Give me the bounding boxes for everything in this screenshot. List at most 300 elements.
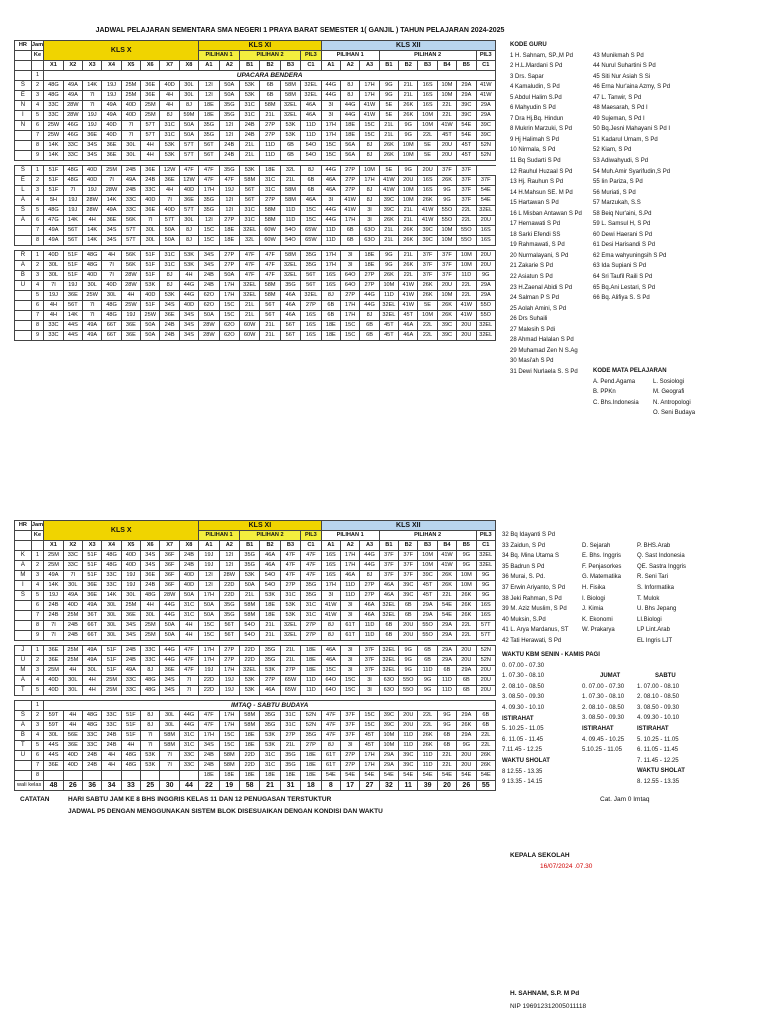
guru-item: 48 Maesarah, S Pd I xyxy=(593,105,648,112)
wali-cell: 30 xyxy=(160,781,179,791)
schedule-cell: 30L xyxy=(141,611,160,621)
schedule-cell: 58M xyxy=(260,281,280,291)
blank-cell xyxy=(15,531,32,541)
schedule-cell: 17H xyxy=(321,581,340,591)
waktu-item: ISTIRAHAT xyxy=(502,715,534,722)
table-row xyxy=(15,321,496,331)
col-header: X4 xyxy=(102,61,121,71)
schedule-cell: 36E xyxy=(121,331,140,341)
schedule-cell: 32EL xyxy=(280,631,300,641)
schedule-cell: 20U xyxy=(437,151,456,161)
schedule-cell: 18E xyxy=(239,741,259,751)
schedule-cell: 41W xyxy=(437,551,456,561)
schedule-cell: 8J xyxy=(321,741,340,751)
schedule-cell: 57T xyxy=(179,206,198,216)
schedule-cell: 24B xyxy=(179,561,198,571)
day-letter xyxy=(15,701,32,711)
schedule-cell: 40D xyxy=(102,131,121,141)
table-row xyxy=(15,196,496,206)
schedule-cell: 31C xyxy=(179,741,198,751)
schedule-cell: 52N xyxy=(301,711,321,721)
schedule-cell: 21L xyxy=(260,621,280,631)
guru-item: 36 Murai, S. Pd. xyxy=(502,574,546,581)
schedule-cell: 27P xyxy=(360,581,379,591)
schedule-cell: 18E xyxy=(340,131,359,141)
schedule-cell: 34S xyxy=(83,151,102,161)
schedule-cell: 44G xyxy=(160,656,179,666)
schedule-cell: 15C xyxy=(301,206,321,216)
schedule-cell: 35G xyxy=(199,206,219,216)
schedule-cell: 19J xyxy=(44,591,63,601)
waktu-item: ISTIRAHAT xyxy=(637,725,669,732)
schedule-cell: 27P xyxy=(219,646,239,656)
schedule-cell: 31C xyxy=(260,761,280,771)
schedule-cell: 44S xyxy=(44,751,63,761)
schedule-cell: 18E xyxy=(219,226,239,236)
note-line-2: JADWAL P5 DENGAN MENGGUNAKAN SISTEM BLOK DISESUAIKAN DENGAN KONDISI DAN WAKTU xyxy=(68,808,383,815)
schedule-cell: 25W xyxy=(83,291,102,301)
schedule-cell: 49A xyxy=(63,591,82,601)
schedule-cell: 34S xyxy=(141,551,160,561)
day-letter xyxy=(15,236,32,246)
col-header: X6 xyxy=(141,61,160,71)
waktu-item: 0. 07.00 - 07.30 xyxy=(582,683,625,690)
schedule-cell: 26K xyxy=(418,731,437,741)
schedule-cell: 63O xyxy=(379,676,398,686)
schedule-cell: 16S xyxy=(301,331,321,341)
schedule-cell: 47F xyxy=(321,721,340,731)
schedule-cell: 22L xyxy=(437,751,456,761)
schedule-cell: 64O xyxy=(321,686,340,696)
schedule-cell: 55O xyxy=(418,621,437,631)
schedule-cell: 17H xyxy=(360,176,379,186)
schedule-cell: 15C xyxy=(340,321,359,331)
schedule-cell: 7I xyxy=(83,311,102,321)
schedule-cell: 47F xyxy=(179,646,198,656)
schedule-cell: 37F xyxy=(457,166,476,176)
jam-cell: 1 xyxy=(31,251,44,261)
day-letter: A xyxy=(15,261,32,271)
schedule-cell xyxy=(44,771,63,781)
schedule-cell: 40D xyxy=(121,561,140,571)
col-header: X5 xyxy=(121,61,140,71)
schedule-cell: 8J xyxy=(321,291,340,301)
col-header: A1 xyxy=(199,61,219,71)
schedule-cell: 7I xyxy=(102,176,121,186)
schedule-cell: 30L xyxy=(83,281,102,291)
schedule-cell: 34S xyxy=(179,321,198,331)
schedule-cell: 50A xyxy=(141,321,160,331)
schedule-cell: 19J xyxy=(121,571,140,581)
schedule-cell: 52N xyxy=(476,646,496,656)
schedule-cell: 24B xyxy=(179,551,198,561)
schedule-cell: 8J xyxy=(160,271,179,281)
schedule-cell: 33C xyxy=(121,676,140,686)
guru-item: 23 H.Zaenal Abidi S Pd xyxy=(510,284,573,291)
col-header: C1 xyxy=(476,61,496,71)
schedule-cell: 19J xyxy=(83,186,102,196)
schedule-cell: 49A xyxy=(44,236,63,246)
schedule-cell: 18E xyxy=(301,771,321,781)
schedule-cell: 41W xyxy=(379,186,398,196)
jam-cell: 3 xyxy=(31,721,44,731)
schedule-cell: 57T xyxy=(476,621,496,631)
day-letter: T xyxy=(15,686,32,696)
schedule-cell: 26K xyxy=(457,601,476,611)
mapel-item: S. Informatika xyxy=(637,584,675,591)
schedule-cell: 10M xyxy=(399,141,418,151)
schedule-cell: 55O xyxy=(437,216,456,226)
kepala-nama: H. SAHNAM, S.P. M Pd xyxy=(510,990,580,997)
schedule-cell: 25M xyxy=(102,686,121,696)
schedule-cell: 7I xyxy=(102,271,121,281)
schedule-cell: 63O xyxy=(360,236,379,246)
jam-cell: 9 xyxy=(31,151,44,161)
col-header: A3 xyxy=(360,541,379,551)
day-letter xyxy=(15,141,32,151)
mapel-item: T. Mulok xyxy=(637,595,660,602)
schedule-cell: 33C xyxy=(83,741,102,751)
schedule-cell: 10M xyxy=(379,731,398,741)
pilihan2-xi: PILIHAN 2 xyxy=(239,531,300,541)
schedule-cell: 17H xyxy=(199,186,219,196)
schedule-cell: 51F xyxy=(121,721,140,731)
schedule-cell: 27P xyxy=(340,166,359,176)
schedule-cell: 9G xyxy=(476,271,496,281)
kode-mapel-heading: KODE MATA PELAJARAN xyxy=(593,368,667,374)
schedule-cell: 35G xyxy=(301,731,321,741)
schedule-cell: 15C xyxy=(199,236,219,246)
schedule-cell: 11D xyxy=(301,131,321,141)
schedule-cell: 65W xyxy=(280,686,300,696)
schedule-cell: 47F xyxy=(260,251,280,261)
day-letter xyxy=(15,761,32,771)
col-header: C1 xyxy=(476,541,496,551)
schedule-cell: 49A xyxy=(63,81,82,91)
schedule-cell: 12I xyxy=(199,216,219,226)
schedule-cell: 5E xyxy=(418,301,437,311)
schedule-cell: 37F xyxy=(437,261,456,271)
schedule-cell: 8J xyxy=(360,141,379,151)
day-letter: E xyxy=(15,91,32,101)
schedule-cell: 22L xyxy=(418,131,437,141)
col-header: X1 xyxy=(44,61,63,71)
schedule-cell: 7I xyxy=(121,131,140,141)
schedule-cell: 25M xyxy=(44,666,63,676)
schedule-cell: 8J xyxy=(160,111,179,121)
guru-item: 50 Bq.Jesni Mahayani S Pd I xyxy=(593,126,671,133)
schedule-cell: 4H xyxy=(179,631,198,641)
schedule-cell: 58M xyxy=(239,711,259,721)
schedule-cell: 35G xyxy=(219,611,239,621)
schedule-cell: 10M xyxy=(457,571,476,581)
schedule-cell: 48G xyxy=(102,551,121,561)
schedule-cell: 50A xyxy=(160,236,179,246)
schedule-cell: 6B xyxy=(476,721,496,731)
schedule-cell: 54O xyxy=(260,571,280,581)
schedule-cell: 62O xyxy=(219,331,239,341)
table-row xyxy=(15,646,496,656)
schedule-cell: 54O xyxy=(301,151,321,161)
jumat-title: JUMAT xyxy=(600,673,621,679)
schedule-cell: 6B xyxy=(301,176,321,186)
schedule-cell: 58M xyxy=(280,91,300,101)
schedule-cell: 48G xyxy=(121,761,140,771)
schedule-cell: 12I xyxy=(199,571,219,581)
schedule-cell: 46A xyxy=(280,301,300,311)
schedule-cell: 31C xyxy=(179,601,198,611)
schedule-cell: 33C xyxy=(44,101,63,111)
schedule-cell: 39C xyxy=(437,321,456,331)
jam-header: Jam xyxy=(31,41,44,51)
schedule-cell: 45T xyxy=(437,131,456,141)
schedule-cell: 16S xyxy=(418,81,437,91)
schedule-cell: 49A xyxy=(44,571,63,581)
guru-item: 5 Abdul Halim S.Pd xyxy=(510,94,562,101)
schedule-cell: 6B xyxy=(301,186,321,196)
schedule-cell: 21L xyxy=(280,741,300,751)
schedule-cell: 14K xyxy=(102,196,121,206)
schedule-cell: 17H xyxy=(199,656,219,666)
day-letter xyxy=(15,291,32,301)
schedule-cell: 25W xyxy=(141,311,160,321)
schedule-cell: 44G xyxy=(160,646,179,656)
schedule-cell: 33C xyxy=(102,581,121,591)
schedule-cell: 30L xyxy=(44,731,63,741)
mapel-item: F. Penjasorkes xyxy=(582,563,622,570)
schedule-cell: 37F xyxy=(457,196,476,206)
pilihan1-xii: PILIHAN 1 xyxy=(321,531,379,541)
mapel-item: R. Seni Tari xyxy=(637,574,668,581)
schedule-cell: 24B xyxy=(44,611,63,621)
waktu-item: WAKTU SHOLAT xyxy=(502,757,550,764)
schedule-cell: 36E xyxy=(160,311,179,321)
jam-cell: 2 xyxy=(31,176,44,186)
header-row xyxy=(15,61,496,71)
schedule-cell: 11D xyxy=(379,291,398,301)
schedule-cell: 36E xyxy=(141,91,160,101)
schedule-cell: 31C xyxy=(160,261,179,271)
pilihan1-xii: PILIHAN 1 xyxy=(321,51,379,61)
schedule-cell: 24B xyxy=(239,121,259,131)
schedule-cell: 44S xyxy=(63,331,82,341)
schedule-cell: 46A xyxy=(321,176,340,186)
col-header: B2 xyxy=(260,541,280,551)
schedule-cell: 25M xyxy=(121,91,140,101)
schedule-cell: 9G xyxy=(437,721,456,731)
schedule-cell: 51F xyxy=(102,666,121,676)
schedule-cell: 11D xyxy=(280,206,300,216)
schedule-cell: 31C xyxy=(239,101,259,111)
schedule-cell: 39C xyxy=(399,581,418,591)
schedule-cell: 4H xyxy=(102,251,121,261)
schedule-cell: 33C xyxy=(102,721,121,731)
schedule-cell: 10M xyxy=(418,561,437,571)
schedule-cell: 26K xyxy=(437,311,456,321)
schedule-cell: 4H xyxy=(44,301,63,311)
schedule-cell xyxy=(102,771,121,781)
schedule-cell: 19J xyxy=(63,281,82,291)
schedule-cell: 3I xyxy=(340,646,359,656)
schedule-cell: 17H xyxy=(321,261,340,271)
schedule-cell: 10M xyxy=(437,81,456,91)
schedule-cell: 62O xyxy=(199,301,219,311)
schedule-cell: 26K xyxy=(379,151,398,161)
schedule-cell: 9G xyxy=(379,261,398,271)
table-row xyxy=(15,111,496,121)
table-row xyxy=(15,751,496,761)
schedule-cell: 53K xyxy=(239,571,259,581)
schedule-cell: 9G xyxy=(379,91,398,101)
schedule-cell: 20U xyxy=(457,751,476,761)
guru-item: 26 Drs Suhaili xyxy=(510,316,548,323)
wali-cell: 55 xyxy=(476,781,496,791)
schedule-cell: 6B xyxy=(476,711,496,721)
schedule-cell: 44G xyxy=(179,291,198,301)
schedule-cell: 44G xyxy=(360,301,379,311)
schedule-cell: 26K xyxy=(399,101,418,111)
schedule-cell: 17H xyxy=(219,666,239,676)
schedule-cell: 10M xyxy=(399,186,418,196)
schedule-cell: 20U xyxy=(399,631,418,641)
day-letter xyxy=(15,71,32,81)
schedule-cell: 8J xyxy=(179,226,198,236)
jam-cell: 5 xyxy=(31,111,44,121)
schedule-cell: 22D xyxy=(219,581,239,591)
schedule-cell: 50A xyxy=(219,271,239,281)
schedule-cell: 37F xyxy=(379,551,398,561)
schedule-cell: 3I xyxy=(321,196,340,206)
schedule-cell: 58M xyxy=(239,601,259,611)
schedule-cell: 19J xyxy=(63,196,82,206)
band-row xyxy=(15,701,496,711)
table-row xyxy=(15,581,496,591)
schedule-cell: 19J xyxy=(199,561,219,571)
col-header: A2 xyxy=(340,541,359,551)
schedule-cell: 46A xyxy=(340,571,359,581)
schedule-cell: 22D xyxy=(199,676,219,686)
jam-cell: 5 xyxy=(31,686,44,696)
waktu-item: 2. 08.10 - 08.50 xyxy=(582,704,625,711)
schedule-cell: 34S xyxy=(179,331,198,341)
schedule-cell: 51F xyxy=(44,176,63,186)
col-header: B3 xyxy=(418,61,437,71)
guru-item: 58 Beiq Nur'aini, S.Pd xyxy=(593,210,652,217)
schedule-cell: 34S xyxy=(141,561,160,571)
schedule-cell: 22L xyxy=(418,331,437,341)
table-row xyxy=(15,686,496,696)
schedule-cell: 12W xyxy=(179,176,198,186)
schedule-cell: 58M xyxy=(260,291,280,301)
schedule-cell: 56T xyxy=(219,631,239,641)
pilihan2-xii: PILIHAN 2 xyxy=(379,531,476,541)
schedule-cell: 7I xyxy=(160,761,179,771)
col-header: A2 xyxy=(340,61,359,71)
schedule-cell: 32EL xyxy=(239,666,259,676)
mapel-item: C. Bhs.Indonesia xyxy=(593,399,639,406)
schedule-cell: 41W xyxy=(340,196,359,206)
schedule-cell: 35G xyxy=(280,281,300,291)
schedule-cell: 10M xyxy=(399,151,418,161)
schedule-cell: 31C xyxy=(160,131,179,141)
schedule-cell: 35G xyxy=(260,646,280,656)
schedule-cell: 39C xyxy=(379,206,398,216)
schedule-cell: 21L xyxy=(399,91,418,101)
catatan-label: CATATAN xyxy=(20,796,50,803)
guru-item: 30 Masi'ah S Pd xyxy=(510,358,554,365)
schedule-cell: 22L xyxy=(418,321,437,331)
schedule-cell: 47F xyxy=(301,551,321,561)
schedule-cell: 32EL xyxy=(239,226,259,236)
ke-header: Ke xyxy=(31,51,44,61)
schedule-cell: 20U xyxy=(399,176,418,186)
schedule-cell: 21L xyxy=(239,151,259,161)
wali-cell: 27 xyxy=(360,781,379,791)
schedule-cell: 50A xyxy=(160,621,179,631)
schedule-cell: 10M xyxy=(457,581,476,591)
table-row xyxy=(15,236,496,246)
table-row xyxy=(15,631,496,641)
schedule-cell: 52N xyxy=(301,721,321,731)
schedule-cell: 20U xyxy=(418,166,437,176)
jam-cell: 6 xyxy=(31,601,44,611)
schedule-cell: 24B xyxy=(121,656,140,666)
kls-xii-header: KLS XII xyxy=(321,41,495,51)
schedule-cell: 22L xyxy=(437,111,456,121)
guru-item: 27 Malesih S Pdi xyxy=(510,326,556,333)
schedule-cell: 40D xyxy=(102,281,121,291)
schedule-cell: 57T xyxy=(160,216,179,226)
guru-item: 49 Sujeman, S Pd I xyxy=(593,115,645,122)
kode-guru-heading: KODE GURU xyxy=(510,42,547,48)
schedule-cell: 31C xyxy=(280,711,300,721)
schedule-cell: 49A xyxy=(83,331,102,341)
day-letter: L xyxy=(15,186,32,196)
wali-cell: 18 xyxy=(301,781,321,791)
guru-item: 61 Desi Harisandi S Pd xyxy=(593,242,656,249)
schedule-cell: 22L xyxy=(437,591,456,601)
table-row xyxy=(15,301,496,311)
schedule-cell: 7I xyxy=(83,301,102,311)
table-row xyxy=(15,281,496,291)
schedule-cell: 44G xyxy=(321,91,340,101)
schedule-cell: 27P xyxy=(280,731,300,741)
schedule-cell: 63O xyxy=(379,686,398,696)
schedule-cell: 22D xyxy=(239,751,259,761)
schedule-cell: 27P xyxy=(219,251,239,261)
jam-cell: 3 xyxy=(31,91,44,101)
schedule-cell: 49A xyxy=(102,111,121,121)
wali-cell: 36 xyxy=(83,781,102,791)
guru-item: 34 Bq. Mina Utama S xyxy=(502,553,560,560)
schedule-cell: 20U xyxy=(476,251,496,261)
col-header: B3 xyxy=(418,541,437,551)
jam-cell: 3 xyxy=(31,271,44,281)
schedule-cell: 51F xyxy=(44,186,63,196)
schedule-cell: 39C xyxy=(457,111,476,121)
schedule-cell: 33C xyxy=(44,321,63,331)
schedule-cell: 32EL xyxy=(379,601,398,611)
schedule-cell: 10M xyxy=(418,551,437,561)
schedule-cell: 34S xyxy=(179,311,198,321)
schedule-cell: 54E xyxy=(437,771,456,781)
schedule-cell: 29A xyxy=(379,761,398,771)
jam-cell: 2 xyxy=(31,261,44,271)
guru-item: 33 Zaidun, S Pd xyxy=(502,542,546,549)
schedule-cell: 28W xyxy=(102,186,121,196)
jam-cell: 3 xyxy=(31,571,44,581)
schedule-cell: 45T xyxy=(360,731,379,741)
